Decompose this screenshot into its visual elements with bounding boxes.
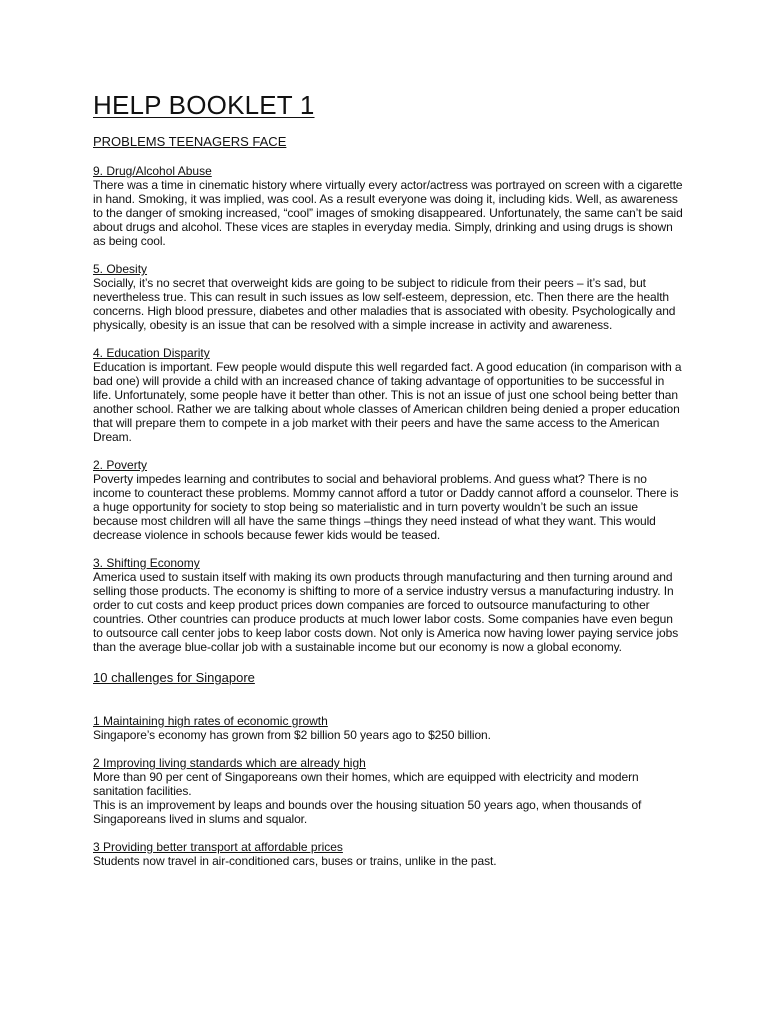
section-problems-teenagers-face	[93, 134, 683, 654]
list-item	[93, 164, 683, 248]
list-item	[93, 756, 683, 826]
document-page	[93, 88, 683, 882]
item-body: Education is important. Few people would dispute this well regarded fact. A good education (in comparison with a bad one) will provide a child with an increased chance of taking advantage of opportunities to be successful in life. Unfortunately, some people have it better than other. This is not an issue of just one school being better than another school. Rather we are talking about whole classes of American children being denied a proper education that will prepare them to compete in a job market with their peers and have the same access to the American Dream.	[93, 360, 682, 444]
item-heading: 9. Drug/Alcohol Abuse	[93, 164, 212, 178]
document-title: HELP BOOKLET 1	[93, 90, 315, 120]
item-body: Socially, it’s no secret that overweight kids are going to be subject to ridicule from their peers – it’s sad, but nevertheless true. This can result in such issues as low self-esteem, depression, etc. Then there are the health concerns. High blood pressure, diabetes and other maladies that is associated with obesity. Psychologically and physically, obesity is an issue that can be resolved with a simple increase in activity and awareness.	[93, 276, 676, 332]
item-body	[93, 770, 683, 826]
item-heading: 2. Poverty	[93, 458, 148, 472]
section-title: 10 challenges for Singapore	[93, 670, 255, 685]
item-body: Poverty impedes learning and contributes to social and behavioral problems. And guess what? There is no income to counteract these problems. Mommy cannot afford a tutor or Daddy cannot afford a counselor. There is a huge opportunity for society to stop being so materialistic and in turn poverty wouldn’t be such an issue because most children will all have the same things –things they need instead of what they want. This would decrease violence in schools because fewer kids would be teased.	[93, 472, 679, 542]
section-challenges-singapore	[93, 670, 683, 868]
list-item	[93, 840, 683, 868]
item-heading: 3. Shifting Economy	[93, 556, 200, 570]
item-body: Singapore’s economy has grown from $2 billion 50 years ago to $250 billion.	[93, 728, 491, 742]
item-heading: 2 Improving living standards which are already high	[93, 756, 366, 770]
list-item	[93, 262, 683, 332]
section-title: PROBLEMS TEENAGERS FACE	[93, 134, 287, 149]
item-heading: 3 Providing better transport at affordable prices	[93, 840, 343, 854]
list-item	[93, 714, 683, 742]
item-heading: 4. Education Disparity	[93, 346, 210, 360]
list-item	[93, 458, 683, 542]
item-body: There was a time in cinematic history where virtually every actor/actress was portrayed on screen with a cigarette in hand. Smoking, it was implied, was cool. As a result everyone was doing it, including kids. Well, as awareness to the danger of smoking increased, “cool” images of smoking disappeared. Unfortunately, the same can’t be said about drugs and alcohol. These vices are staples in everyday media. Simply, drinking and using drugs is shown as being cool.	[93, 178, 683, 248]
item-body: Students now travel in air-conditioned cars, buses or trains, unlike in the past.	[93, 854, 497, 868]
item-heading: 5. Obesity	[93, 262, 148, 276]
item-heading: 1 Maintaining high rates of economic growth	[93, 714, 328, 728]
item-body: America used to sustain itself with making its own products through manufacturing and then turning around and selling those products. The economy is shifting to more of a service industry versus a manufacturing industry. In order to cut costs and keep product prices down companies are forced to outsource manufacturing to other countries. Other countries can produce products at much lower labor costs. Some companies have even begun to outsource call center jobs to keep labor costs down. Not only is America now having lower paying service jobs than the average blue-collar job with a sustainable income but our economy is now a global economy.	[93, 570, 679, 654]
item-paragraph: This is an improvement by leaps and bounds over the housing situation 50 years ago, when thousands of Singaporeans lived in slums and squalor.	[93, 798, 642, 826]
list-item	[93, 346, 683, 444]
list-item	[93, 556, 683, 654]
item-paragraph: More than 90 per cent of Singaporeans own their homes, which are equipped with electricity and modern sanitation facilities.	[93, 770, 639, 798]
